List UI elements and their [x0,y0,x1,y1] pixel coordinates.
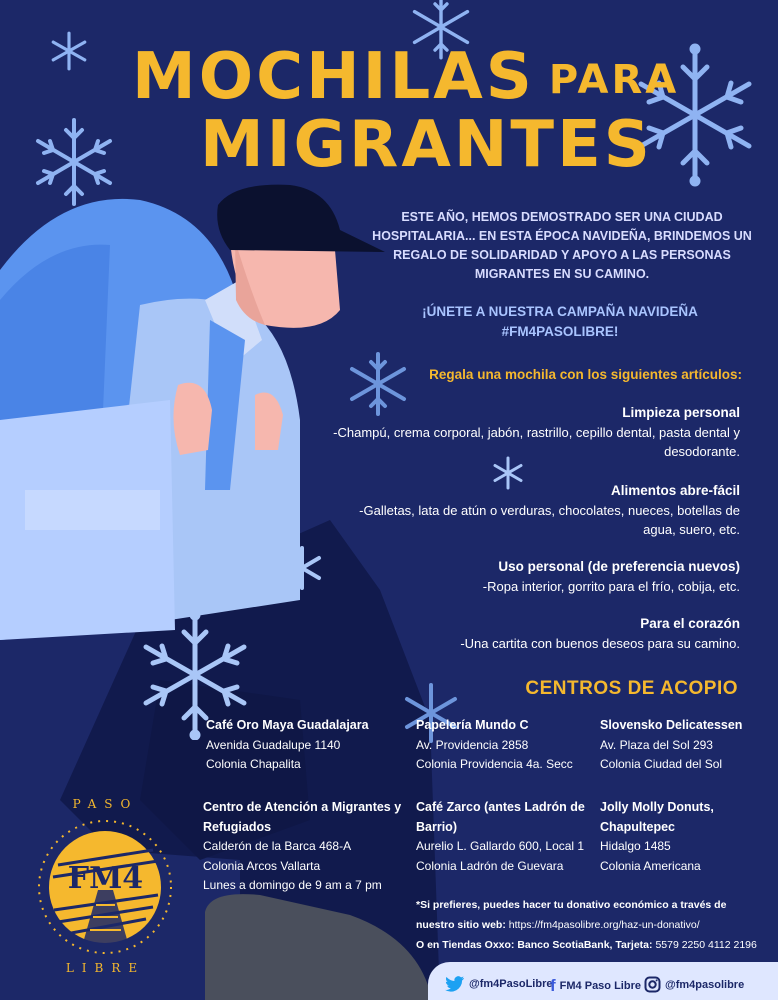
category-title: Alimentos abre-fácil [610,483,740,498]
location-hours: Lunes a domingo de 9 am a 7 pm [203,878,382,892]
donation-info [416,895,766,955]
category-text: -Galletas, lata de atún o verduras, chocolates, nueces, botellas de agua, suero, etc. [359,503,740,537]
category-text: -Champú, crema corporal, jabón, rastrillo, cepillo dental, pasta dental y desodorante. [333,425,740,459]
location-card [203,798,403,896]
location-name: Jolly Molly Donuts, Chapultepec [600,800,714,834]
location-colonia: Colonia Chapalita [206,757,301,771]
facebook-handle: FM4 Paso Libre [559,980,641,992]
category-title: Para el corazón [640,616,740,631]
instagram-handle: @fm4pasolibre [665,978,745,991]
donation-link[interactable]: https://fm4pasolibre.org/haz-un-donativo/ [508,919,700,931]
snowflake-icon [278,544,326,592]
location-card [416,716,596,775]
location-address: Avenida Guadalupe 1140 [206,737,341,752]
location-name: Centro de Atención a Migrantes y Refugiados [203,800,402,834]
instagram-link[interactable] [644,976,744,993]
twitter-link[interactable] [445,976,552,992]
facebook-icon: f [550,976,556,995]
snowflake-icon [24,112,124,212]
campaign-hashtag: #FM4PASOLIBRE! [501,324,619,339]
category-heart [340,614,740,653]
location-name: Café Zarco (antes Ladrón de Barrio) [416,800,585,834]
fm4-logo [18,795,193,980]
campaign-callout [400,302,720,342]
location-colonia: Colonia Americana [600,858,701,873]
twitter-icon [445,976,465,992]
category-food [340,481,740,539]
campaign-line1: ¡ÚNETE A NUESTRA CAMPAÑA NAVIDEÑA [422,304,698,319]
logo-center-text: FM4 [67,861,144,896]
location-card [600,716,770,775]
category-title: Uso personal (de preferencia nuevos) [498,559,740,574]
location-name: Café Oro Maya Guadalajara [206,718,369,732]
location-colonia: Colonia Ciudad del Sol [600,757,723,771]
location-name: Papelería Mundo C [416,718,529,732]
logo-top-text: PASO [72,797,139,811]
location-card [416,798,596,876]
snowflake-icon [48,30,90,72]
instagram-icon [644,976,661,993]
location-colonia: Colonia Ladrón de Guevara [416,858,564,873]
location-card [600,798,760,876]
location-card [206,716,406,775]
title-para: PARA [548,57,680,104]
location-colonia: Colonia Arcos Vallarta [203,858,321,873]
location-address: Aurelio L. Gallardo 600, Local 1 [416,839,585,853]
location-address: Av. Providencia 2858 [416,737,529,752]
logo-bottom-text: LIBRE [65,961,146,975]
oxxo-text: O en Tiendas Oxxo: Banco ScotiaBank, Tarjeta: [416,939,653,951]
donation-text: *Si prefieres, puedes hacer tu donativo económico a través de nuestro sitio web: [416,899,727,931]
page-title: MOCHILAS PARA [132,40,680,114]
centros-heading: CENTROS DE ACOPIO [525,678,738,699]
twitter-handle: @fm4PasoLibre [469,978,553,990]
card-number: 5579 2250 4112 2196 [655,939,757,951]
location-address: Hidalgo 1485 [600,839,671,853]
facebook-link[interactable] [550,976,641,996]
category-text: -Una cartita con buenos deseos para su camino. [460,636,740,651]
location-address: Calderón de la Barca 468-A [203,839,352,853]
page-title-line2: MIGRANTES [200,108,653,182]
category-personal [340,557,740,596]
gift-heading: Regala una mochila con los siguientes artículos: [429,367,742,382]
category-text: -Ropa interior, gorrito para el frío, cobija, etc. [482,579,740,594]
intro-text: ESTE AÑO, HEMOS DEMOSTRADO SER UNA CIUDAD HOSPITALARIA... EN ESTA ÉPOCA NAVIDEÑA, BRINDEMOS UN REGALO DE SOLIDARIDAD Y APOYO A LAS PERSONAS MIGRANTES EN SU CAMINO. [372,210,752,281]
location-name: Slovensko Delicatessen [600,718,743,732]
location-colonia: Colonia Providencia 4a. Secc [416,757,573,771]
category-title: Limpieza personal [622,405,740,420]
location-address: Av. Plaza del Sol 293 [600,737,713,752]
category-hygiene [320,403,740,461]
